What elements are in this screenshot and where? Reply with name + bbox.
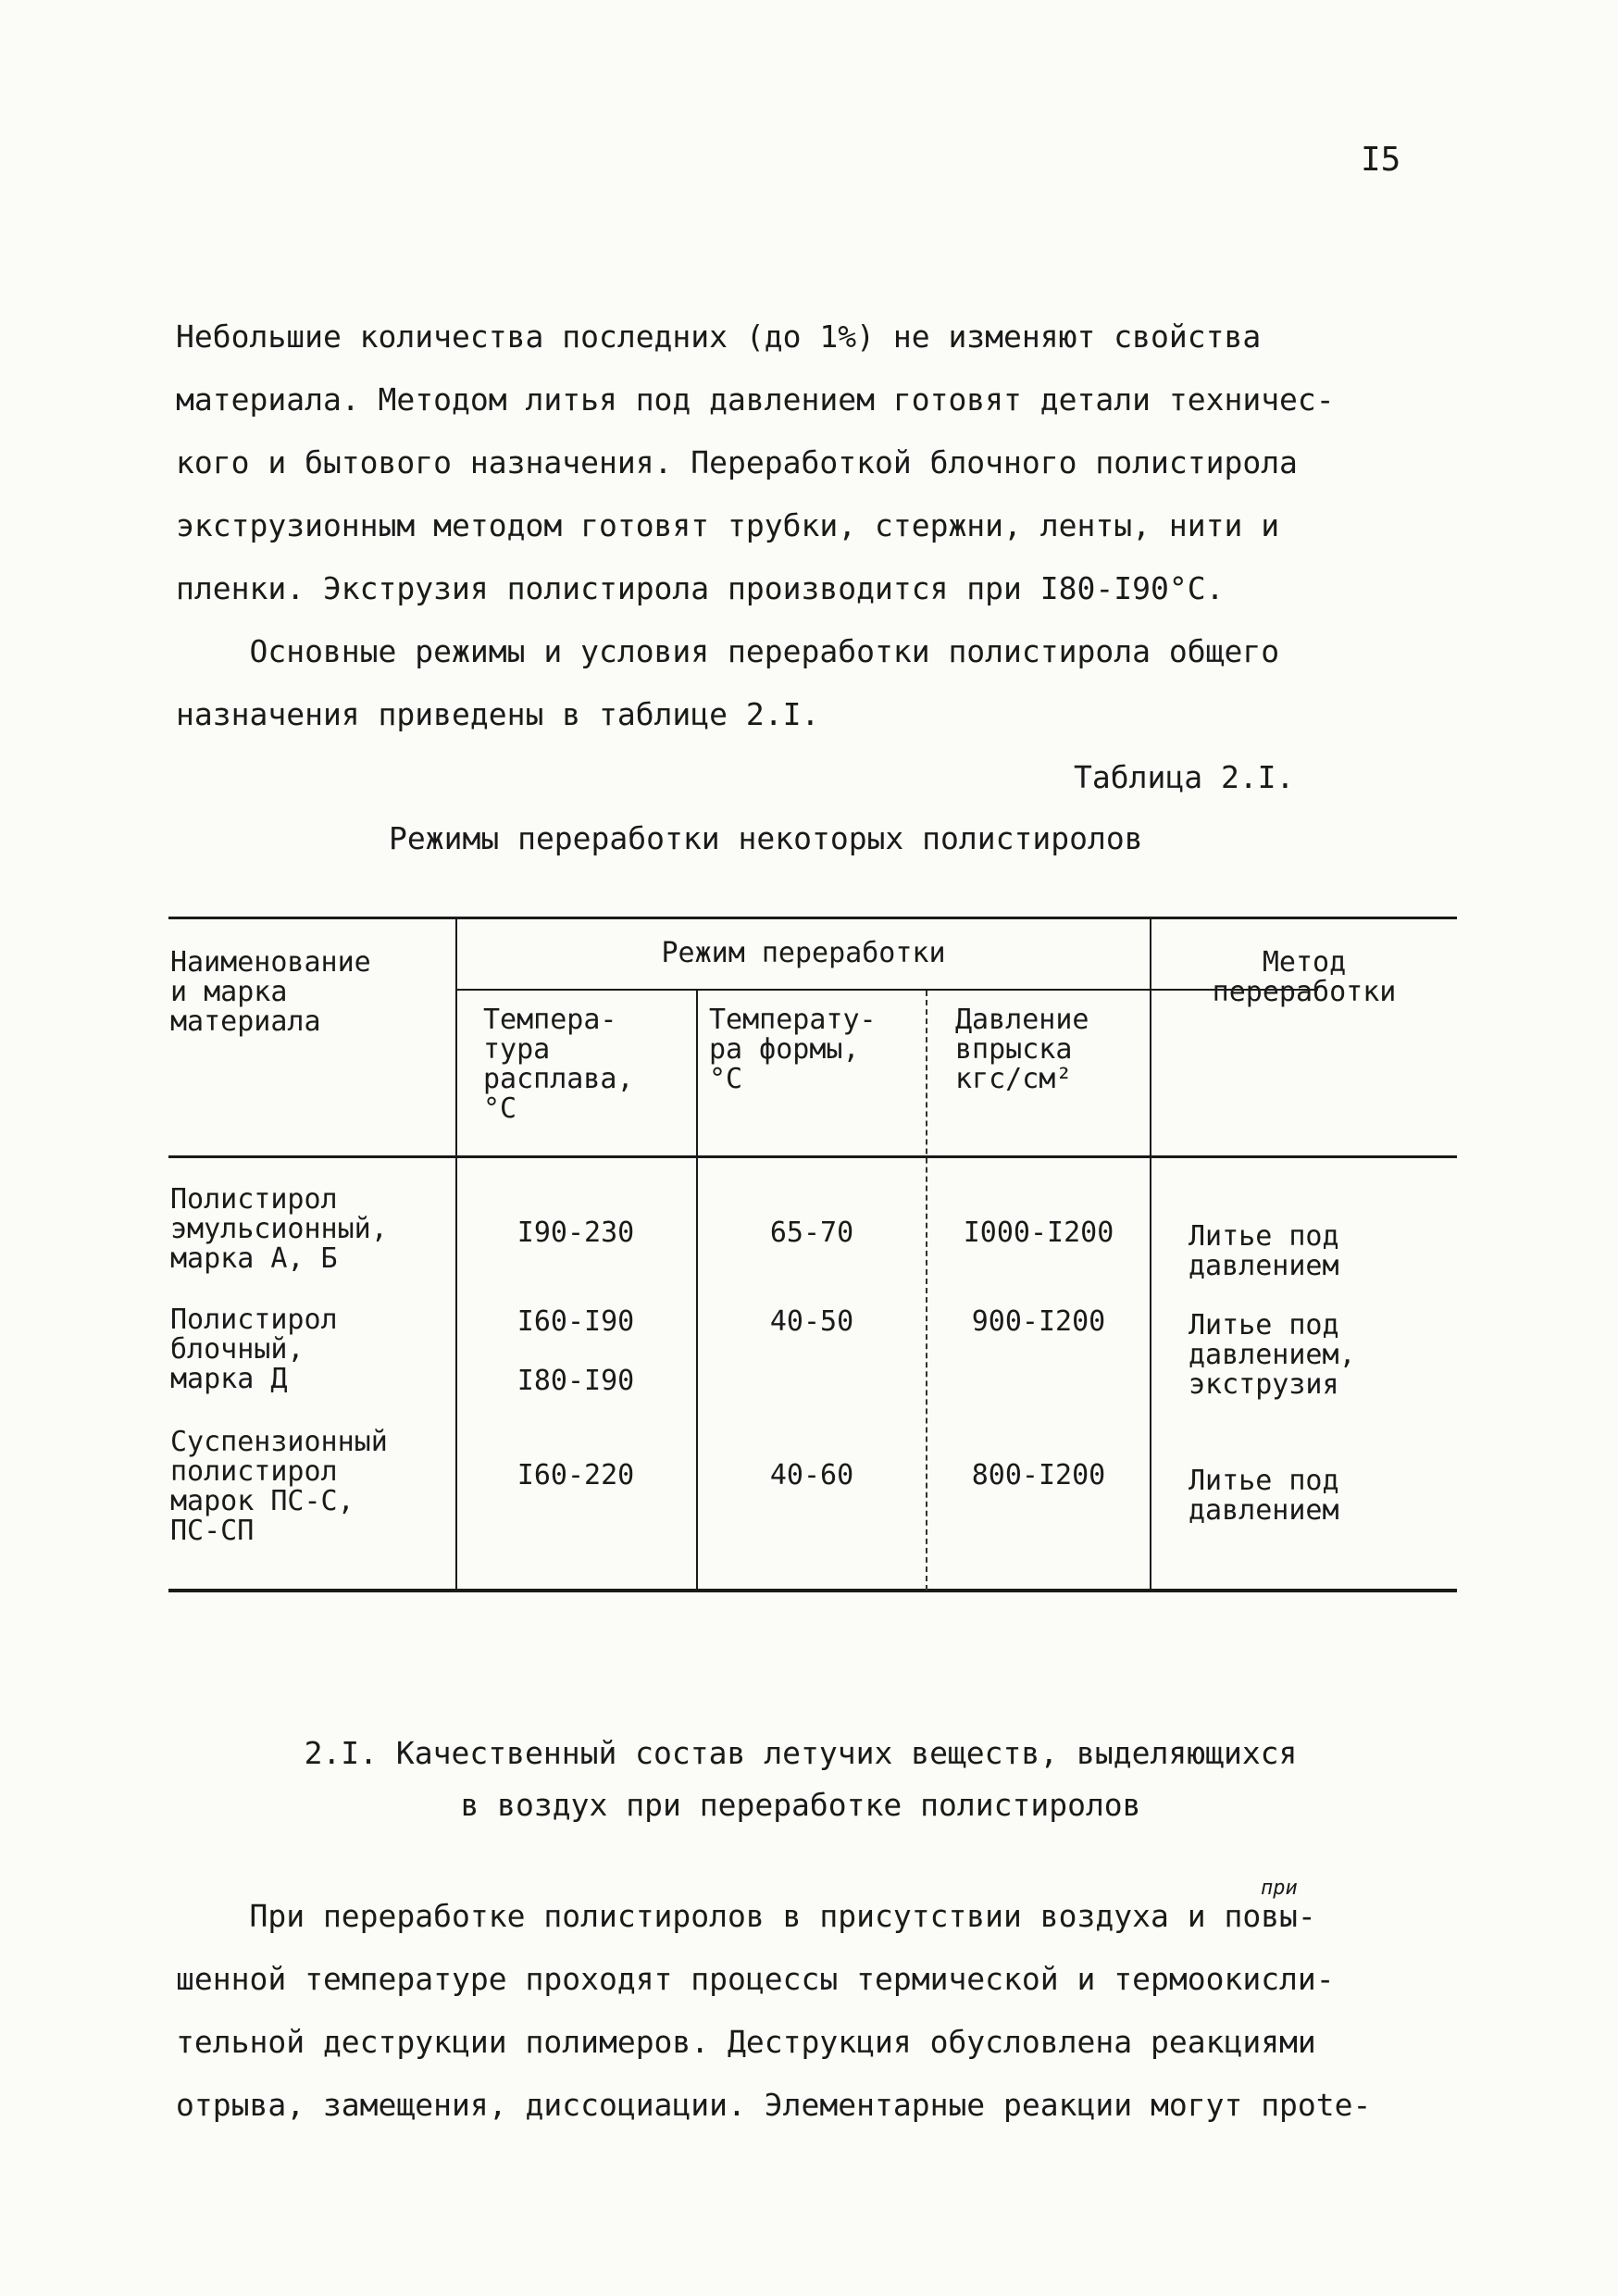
row3-material: Суспензионный полистирол марок ПС-С, ПС-СП	[170, 1426, 388, 1547]
processing-table	[168, 917, 1457, 1602]
row2-material: Полистирол блочный, марка Д	[170, 1304, 338, 1395]
text-line: Основные режимы и условия переработки полистирола общего	[176, 633, 1280, 669]
heading-line: 2.I. Качественный состав летучих веществ, выделяющихся	[304, 1735, 1298, 1771]
row3-pressure: 800-I200	[971, 1459, 1106, 1491]
heading-line: в воздух при переработке полистиролов	[460, 1787, 1141, 1823]
text-line: При переработке полистиролов в присутствии воздуха и повы-	[176, 1898, 1316, 1934]
col-divider	[696, 991, 698, 1591]
row3-mold: 40-60	[769, 1459, 854, 1491]
text-line: кого и бытового назначения. Переработкой блочного полистирола	[176, 444, 1298, 480]
handwritten-insertion: при	[1261, 1877, 1298, 1900]
text-line: назначения приведены в таблице 2.I.	[176, 696, 820, 732]
page-number: I5	[1361, 141, 1401, 179]
text-line: Небольшие количества последних (до 1%) не изменяют свойства	[176, 318, 1262, 355]
header-method: Метод переработки	[1212, 946, 1397, 1008]
header-injection-pressure: Давление впрыска кгс/см²	[955, 1004, 1089, 1095]
text-line: тельной деструкции полимеров. Деструкция обусловлена реакциями	[176, 2024, 1316, 2060]
row1-pressure: I000-I200	[963, 1217, 1114, 1249]
text-line: материала. Методом литья под давлением готовят детали техничес-	[176, 381, 1335, 418]
col-divider	[926, 991, 927, 1591]
table-label: Таблица 2.I.	[1074, 759, 1295, 795]
section-heading	[176, 1728, 1425, 1831]
row2-melt: I60-I90 I80-I90	[517, 1305, 635, 1397]
row1-melt: I90-230	[517, 1217, 635, 1249]
col-divider	[1150, 917, 1151, 1591]
text-line: отрыва, замещения, диссоциации. Элементарные реакции могут прote-	[176, 2087, 1372, 2123]
row2-method: Литье под давлением, экструзия	[1189, 1309, 1356, 1401]
header-bottom-rule	[168, 1155, 1457, 1158]
table-title: Режимы переработки некоторых полистиролов	[389, 820, 1143, 856]
table-bottom-rule	[168, 1589, 1457, 1592]
intro-paragraph-2	[176, 620, 1425, 746]
text-line: шенной температуре проходят процессы термической и термоокисли-	[176, 1961, 1335, 1997]
row1-material: Полистирол эмульсионный, марка А, Б	[170, 1183, 388, 1275]
text-line: пленки. Экструзия полистирола производится при I80-I90°С.	[176, 570, 1225, 606]
row2-pressure: 900-I200	[971, 1305, 1106, 1338]
row3-melt: I60-220	[517, 1459, 635, 1491]
text-line: экструзионным методом готовят трубки, стержни, ленты, нити и	[176, 507, 1280, 543]
row2-mold: 40-50	[769, 1305, 854, 1338]
header-material: Наименование и марка материала	[170, 946, 371, 1038]
body-paragraph	[176, 1885, 1425, 2137]
row3-method: Литье под давлением	[1189, 1465, 1339, 1527]
row1-mold: 65-70	[769, 1217, 854, 1249]
table-top-rule	[168, 917, 1457, 919]
header-mold-temp: Температу- ра формы, °С	[709, 1004, 877, 1095]
intro-paragraph	[176, 306, 1425, 620]
row1-method: Литье под давлением	[1189, 1220, 1339, 1282]
header-mode-group: Режим переработки	[661, 937, 946, 969]
header-melt-temp: Темпера- тура расплава, °С	[483, 1004, 634, 1125]
